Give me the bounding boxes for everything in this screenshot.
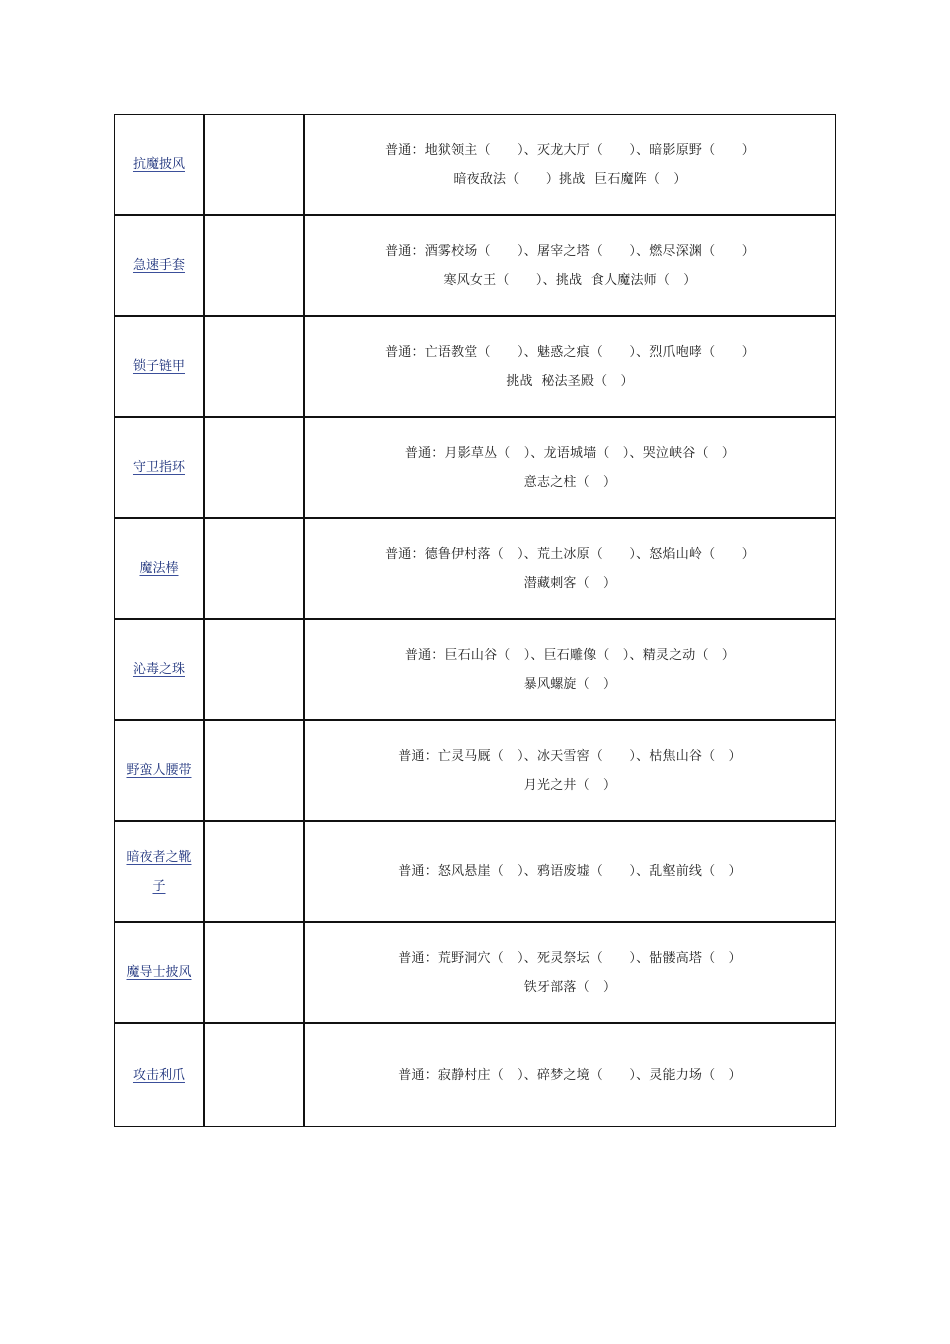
- item-name-cell: [114, 720, 204, 821]
- item-name-cell: [114, 114, 204, 215]
- item-name-cell: [114, 821, 204, 922]
- blank-cell: [204, 1023, 304, 1127]
- table-row: [114, 922, 836, 1023]
- equipment-drop-table: [114, 114, 836, 1127]
- drop-line-1: 普通：怒风悬崖（ ）、鸦语废墟（ ）、乱壑前线（ ）: [398, 864, 742, 879]
- drop-line-2: 意志之柱（ ）: [523, 474, 617, 490]
- blank-cell: [204, 821, 304, 922]
- drop-line-1: 普通：德鲁伊村落（ ）、荒土冰原（ ）、怒焰山岭（ ）: [385, 546, 755, 562]
- item-link[interactable]: 守卫指环: [132, 460, 185, 475]
- drop-location-cell: [304, 518, 836, 619]
- item-link[interactable]: 暗夜者之靴子: [126, 849, 192, 894]
- blank-cell: [204, 619, 304, 720]
- blank-cell: [204, 417, 304, 518]
- table-row: [114, 114, 836, 215]
- drop-line-1: 普通：巨石山谷（ ）、巨石雕像（ ）、精灵之动（ ）: [404, 647, 736, 663]
- table-row: [114, 1023, 836, 1127]
- table-row: [114, 821, 836, 922]
- item-link[interactable]: 锁子链甲: [132, 359, 185, 374]
- drop-location-cell: [304, 316, 836, 417]
- drop-line-1: 普通：月影草丛（ ）、龙语城墙（ ）、哭泣峡谷（ ）: [404, 445, 736, 461]
- drop-line-2: 月光之井（ ）: [523, 777, 617, 793]
- drop-line-2: 潜藏刺客（ ）: [523, 575, 617, 591]
- table-row: [114, 316, 836, 417]
- drop-location-cell: [304, 720, 836, 821]
- table-row: [114, 619, 836, 720]
- blank-cell: [204, 518, 304, 619]
- drop-line-1: 普通：酒雾校场（ ）、屠宰之塔（ ）、燃尽深渊（ ）: [385, 243, 755, 259]
- drop-line-2: 铁牙部落（ ）: [523, 979, 617, 995]
- item-link[interactable]: 急速手套: [132, 258, 185, 273]
- drop-location-cell: [304, 417, 836, 518]
- equipment-drop-sheet: [114, 114, 836, 1127]
- drop-location-cell: [304, 1023, 836, 1127]
- table-row: [114, 417, 836, 518]
- drop-line-2: 暴风螺旋（ ）: [523, 676, 617, 692]
- blank-cell: [204, 922, 304, 1023]
- drop-line-2: 挑战 秘法圣殿（ ）: [506, 373, 634, 389]
- drop-line-1: 普通：寂静村庄（ ）、碎梦之境（ ）、灵能力场（ ）: [398, 1067, 742, 1083]
- item-link[interactable]: 魔导士披风: [126, 965, 192, 980]
- table-row: [114, 518, 836, 619]
- blank-cell: [204, 114, 304, 215]
- drop-line-1: 普通：荒野洞穴（ ）、死灵祭坛（ ）、骷髅高塔（ ）: [398, 950, 742, 966]
- blank-cell: [204, 720, 304, 821]
- item-name-cell: [114, 1023, 204, 1127]
- item-link[interactable]: 魔法棒: [139, 561, 179, 576]
- blank-cell: [204, 316, 304, 417]
- drop-location-cell: [304, 922, 836, 1023]
- drop-location-cell: [304, 215, 836, 316]
- drop-location-cell: [304, 114, 836, 215]
- drop-line-1: 普通：亡灵马厩（ ）、冰天雪窖（ ）、枯焦山谷（ ）: [398, 748, 742, 764]
- item-name-cell: [114, 316, 204, 417]
- drop-location-cell: [304, 821, 836, 922]
- drop-location-cell: [304, 619, 836, 720]
- item-name-cell: [114, 619, 204, 720]
- table-row: [114, 720, 836, 821]
- item-link[interactable]: 抗魔披风: [132, 157, 185, 172]
- blank-cell: [204, 215, 304, 316]
- drop-line-2: 寒风女王（ ）、挑战 食人魔法师（ ）: [443, 272, 697, 288]
- item-link[interactable]: 攻击利爪: [132, 1067, 185, 1083]
- item-link[interactable]: 野蛮人腰带: [126, 763, 192, 778]
- table-row: [114, 215, 836, 316]
- drop-line-1: 普通：亡语教堂（ ）、魅惑之痕（ ）、烈爪咆哮（ ）: [385, 344, 755, 360]
- item-name-cell: [114, 518, 204, 619]
- item-name-cell: [114, 215, 204, 316]
- item-name-cell: [114, 922, 204, 1023]
- drop-line-1: 普通：地狱领主（ ）、灭龙大厅（ ）、暗影原野（ ）: [385, 142, 755, 158]
- item-name-cell: [114, 417, 204, 518]
- item-link[interactable]: 沁毒之珠: [132, 662, 185, 677]
- drop-line-2: 暗夜敌法（ ）挑战 巨石魔阵（ ）: [453, 171, 687, 187]
